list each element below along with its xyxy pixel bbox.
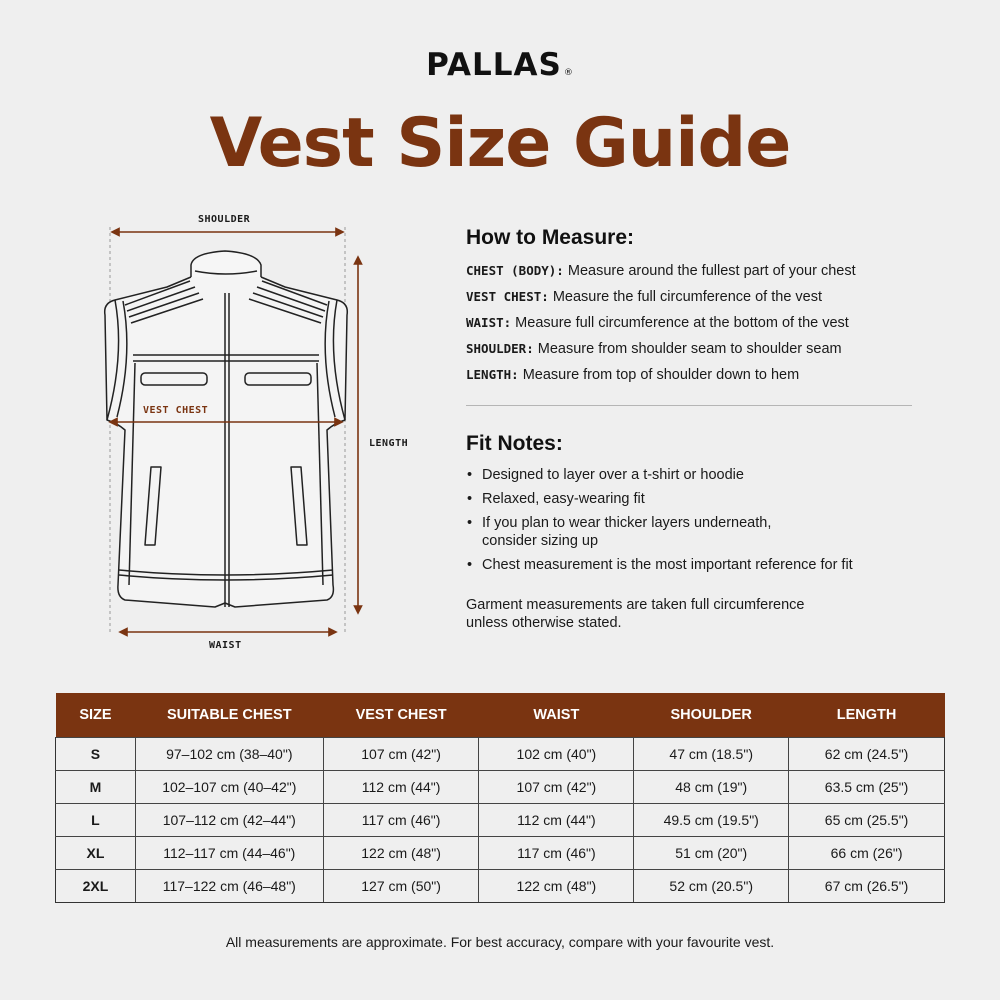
header-waist: WAIST xyxy=(479,693,634,737)
length-label: LENGTH xyxy=(369,438,409,449)
cell-suitable-chest: 117–122 cm (46–48") xyxy=(135,869,323,902)
measure-text: Measure around the fullest part of your chest xyxy=(563,263,856,279)
footer-note: All measurements are approximate. For best accuracy, compare with your favourite vest. xyxy=(225,934,775,950)
page-title: Vest Size Guide xyxy=(209,104,791,183)
header-suitable-chest: SUITABLE CHEST xyxy=(135,693,323,737)
measure-key: CHEST (BODY): xyxy=(466,263,564,278)
table-row xyxy=(56,803,945,836)
header-vest-chest: VEST CHEST xyxy=(323,693,479,737)
measure-item xyxy=(466,310,916,336)
cell-waist: 112 cm (44") xyxy=(479,803,634,836)
waist-label: WAIST xyxy=(209,640,242,651)
bullet: • xyxy=(467,467,473,483)
cell-size: S xyxy=(56,737,136,770)
fit-note-text: Chest measurement is the most important reference for fit xyxy=(482,557,853,573)
cell-length: 63.5 cm (25") xyxy=(789,770,945,803)
cell-suitable-chest: 97–102 cm (38–40") xyxy=(135,737,323,770)
cell-waist: 122 cm (48") xyxy=(479,869,634,902)
cell-shoulder: 48 cm (19") xyxy=(634,770,789,803)
measure-text: Measure full circumference at the bottom of the vest xyxy=(511,315,849,331)
header-shoulder: SHOULDER xyxy=(634,693,789,737)
cell-vest-chest: 117 cm (46") xyxy=(323,803,479,836)
size-table xyxy=(55,693,945,903)
fit-note-item xyxy=(466,490,916,508)
measure-item xyxy=(466,336,916,362)
measure-item xyxy=(466,362,916,388)
cell-size: L xyxy=(56,803,136,836)
section-divider xyxy=(466,405,912,406)
cell-vest-chest: 127 cm (50") xyxy=(323,869,479,902)
registered-mark: ® xyxy=(563,68,574,78)
how-to-measure-section xyxy=(466,226,916,388)
table-row xyxy=(56,737,945,770)
measure-text: Measure from top of shoulder down to hem xyxy=(518,367,800,383)
cell-suitable-chest: 107–112 cm (42–44") xyxy=(135,803,323,836)
vest-illustration xyxy=(95,205,435,665)
measure-key: VEST CHEST: xyxy=(466,289,549,304)
fit-note-text: Designed to layer over a t-shirt or hoodie xyxy=(482,467,744,483)
header-length: LENGTH xyxy=(789,693,945,737)
brand-name: PALLAS xyxy=(426,47,562,83)
garment-note xyxy=(466,596,886,632)
cell-vest-chest: 107 cm (42") xyxy=(323,737,479,770)
cell-suitable-chest: 102–107 cm (40–42") xyxy=(135,770,323,803)
bullet: • xyxy=(467,491,473,507)
measure-text: Measure from shoulder seam to shoulder seam xyxy=(533,341,842,357)
measure-key: WAIST: xyxy=(466,315,512,330)
vest-diagram xyxy=(95,205,435,665)
shoulder-label: SHOULDER xyxy=(198,214,251,225)
cell-length: 67 cm (26.5") xyxy=(789,869,945,902)
garment-note-line1: Garment measurements are taken full circumference xyxy=(466,597,805,613)
fit-note-item xyxy=(466,556,916,574)
cell-suitable-chest: 112–117 cm (44–46") xyxy=(135,836,323,869)
cell-waist: 102 cm (40") xyxy=(479,737,634,770)
measure-key: SHOULDER: xyxy=(466,341,534,356)
cell-length: 62 cm (24.5") xyxy=(789,737,945,770)
measure-text: Measure the full circumference of the vest xyxy=(548,289,823,305)
fit-note-text: Relaxed, easy-wearing fit xyxy=(482,491,645,507)
table-row xyxy=(56,869,945,902)
cell-shoulder: 52 cm (20.5") xyxy=(634,869,789,902)
fit-notes-heading: Fit Notes: xyxy=(466,432,563,455)
fit-note-item xyxy=(466,466,916,484)
fit-note-text-cont: consider sizing up xyxy=(482,533,599,549)
cell-size: 2XL xyxy=(56,869,136,902)
cell-vest-chest: 122 cm (48") xyxy=(323,836,479,869)
measure-list xyxy=(466,258,916,388)
cell-waist: 107 cm (42") xyxy=(479,770,634,803)
header-size: SIZE xyxy=(56,693,136,737)
bullet: • xyxy=(467,515,473,531)
cell-size: XL xyxy=(56,836,136,869)
brand-logo xyxy=(0,47,1000,83)
table-row xyxy=(56,770,945,803)
vest-chest-label: VEST CHEST xyxy=(143,405,209,416)
how-to-measure-heading: How to Measure: xyxy=(466,226,635,249)
vest-outline xyxy=(105,251,348,607)
fit-note-item xyxy=(466,514,916,550)
fit-notes-section xyxy=(466,432,916,580)
cell-shoulder: 51 cm (20") xyxy=(634,836,789,869)
measure-item xyxy=(466,258,916,284)
cell-waist: 117 cm (46") xyxy=(479,836,634,869)
bullet: • xyxy=(467,557,473,573)
cell-vest-chest: 112 cm (44") xyxy=(323,770,479,803)
table-row xyxy=(56,836,945,869)
table-header-row xyxy=(56,693,945,737)
cell-size: M xyxy=(56,770,136,803)
fit-notes-list xyxy=(466,466,916,574)
cell-shoulder: 49.5 cm (19.5") xyxy=(634,803,789,836)
cell-length: 65 cm (25.5") xyxy=(789,803,945,836)
cell-length: 66 cm (26") xyxy=(789,836,945,869)
fit-note-text: If you plan to wear thicker layers underneath, xyxy=(482,515,772,531)
measure-item xyxy=(466,284,916,310)
measure-key: LENGTH: xyxy=(466,367,519,382)
garment-note-line2: unless otherwise stated. xyxy=(466,615,622,631)
cell-shoulder: 47 cm (18.5") xyxy=(634,737,789,770)
